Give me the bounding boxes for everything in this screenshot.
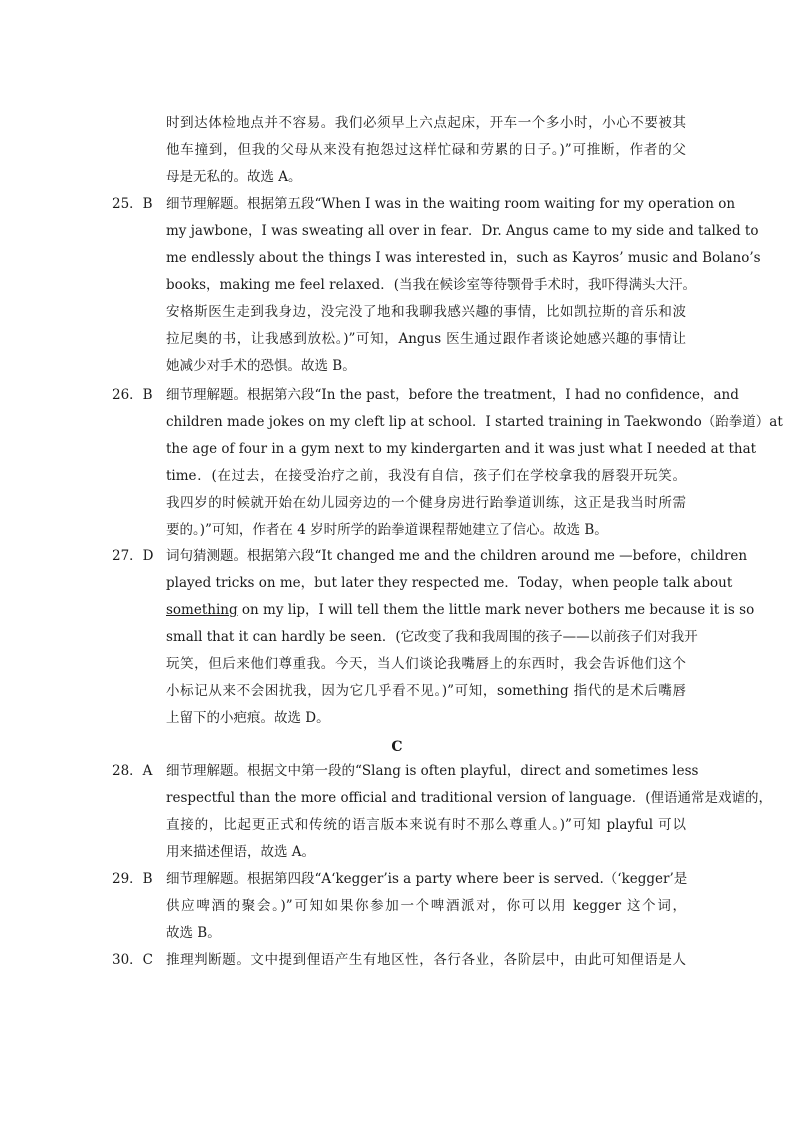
text-line: my jawbone，I was sweating all over in fear．Dr. Angus came to my side and talked to — [166, 223, 759, 239]
text-line: 细节理解题。根据第四段“A‘kegger’is a party where beer is served.（‘kegger’是 — [166, 871, 688, 887]
answer-explanation — [166, 191, 761, 380]
answer-continuation — [166, 110, 686, 191]
text-line: 要的。)”可知，作者在 4 岁时所学的跆拳道课程帮她建立了信心。故选 B。 — [166, 522, 608, 538]
text-line: 用来描述俚语，故选 A。 — [166, 844, 316, 860]
text-line: 故选 B。 — [166, 925, 221, 941]
text-line: 拉尼奥的书，让我感到放松。)”可知，Angus 医生通过跟作者谈论她感兴趣的事情让 — [166, 331, 686, 347]
text-line: 他车撞到，但我的父母从来没有抱怨过这样忙碌和劳累的日子。)”可推断，作者的父 — [166, 142, 686, 158]
text-line: 上留下的小疤痕。故选 D。 — [166, 710, 330, 726]
text-line: 时到达体检地点并不容易。我们必须早上六点起床，开车一个多小时，小心不要被其 — [166, 115, 686, 131]
answer-29 — [112, 866, 686, 947]
text-fragment: on my lip，I will tell them the little mark never bothers me because it is so — [241, 602, 755, 618]
answer-30 — [112, 947, 686, 974]
text-line: 供应啤酒的聚会。)”可知如果你参加一个啤酒派对，你可以用 kegger 这个词， — [166, 898, 686, 914]
answer-explanation — [166, 758, 773, 866]
text-line: played tricks on me，but later they respected me．Today，when people talk about — [166, 575, 733, 591]
answer-number: 28．A — [112, 763, 153, 779]
answer-number: 27．D — [112, 548, 154, 564]
text-line: 安格斯医生走到我身边，没完没了地和我聊我感兴趣的事情，比如凯拉斯的音乐和波 — [166, 304, 686, 320]
text-line: 我四岁的时候就开始在幼儿园旁边的一个健身房进行跆拳道训练，这正是我当时所需 — [166, 495, 686, 511]
text-line — [166, 597, 755, 624]
section-heading: C — [391, 739, 403, 755]
answer-28 — [112, 758, 773, 866]
text-line: 母是无私的。故选 A。 — [166, 169, 302, 185]
underlined-word: something — [166, 602, 238, 618]
answer-26 — [112, 382, 783, 544]
text-line: 直接的，比起更正式和传统的语言版本来说有时不那么尊重人。)”可知 playful 可以 — [166, 817, 686, 833]
text-line: children made jokes on my cleft lip at school．I started training in Taekwondo（跆拳道）at — [166, 414, 783, 430]
text-line: 词句猜测题。根据第六段“It changed me and the children around me —before，children — [166, 548, 748, 564]
text-line: 玩笑，但后来他们尊重我。今天，当人们谈论我嘴唇上的东西时，我会告诉他们这个 — [166, 656, 686, 672]
text-line: 她减少对手术的恐惧。故选 B。 — [166, 358, 356, 374]
answer-27 — [112, 543, 755, 732]
answer-25 — [112, 191, 761, 380]
text-line: 推理判断题。文中提到俚语产生有地区性，各行各业，各阶层中，由此可知俚语是人 — [166, 952, 686, 968]
answer-number: 26．B — [112, 387, 153, 403]
text-line: me endlessly about the things I was interested in，such as Kayros’ music and Bolano’s — [166, 250, 761, 266]
text-line: 细节理解题。根据文中第一段的“Slang is often playful，direct and sometimes less — [166, 763, 699, 779]
text-line: 细节理解题。根据第六段“In the past，before the treatment，I had no confidence，and — [166, 387, 739, 403]
text-line: books，making me feel relaxed．(当我在候诊室等待颚骨手术时，我吓得满头大汗。 — [166, 277, 696, 293]
text-line: 小标记从来不会困扰我，因为它几乎看不见。)”可知，something 指代的是术后嘴唇 — [166, 683, 686, 699]
answer-explanation — [166, 947, 686, 974]
text-line: the age of four in a gym next to my kindergarten and it was just what I needed at that — [166, 441, 757, 457]
answer-number: 29．B — [112, 871, 153, 887]
answer-explanation — [166, 543, 755, 732]
answer-explanation — [166, 866, 686, 947]
answer-number: 25．B — [112, 196, 153, 212]
text-line: 细节理解题。根据第五段“When I was in the waiting room waiting for my operation on — [166, 196, 736, 212]
text-line: small that it can hardly be seen．(它改变了我和我周围的孩子——以前孩子们对我开 — [166, 629, 698, 645]
text-line: respectful than the more official and traditional version of language．(俚语通常是戏谑的， — [166, 790, 773, 806]
answer-explanation — [166, 382, 783, 544]
answer-number: 30．C — [112, 952, 154, 968]
text-line: time．(在过去，在接受治疗之前，我没有自信，孩子们在学校拿我的唇裂开玩笑。 — [166, 468, 686, 484]
